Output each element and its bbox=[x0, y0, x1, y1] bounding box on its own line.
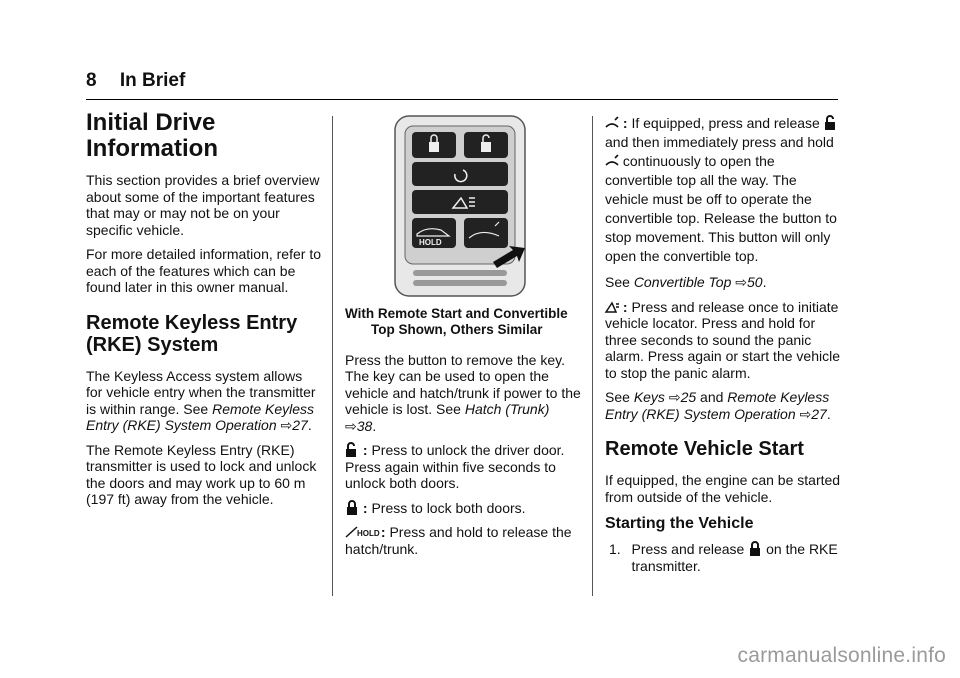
column-1 bbox=[86, 110, 322, 516]
lock-symbol-icon bbox=[345, 501, 359, 515]
step-number: 1. bbox=[609, 541, 621, 557]
page-header bbox=[86, 70, 185, 92]
hatch-text: Press and hold to release the hatch/trunk. bbox=[345, 524, 572, 557]
keys-link[interactable]: Keys bbox=[633, 389, 665, 405]
convertible-top-link[interactable]: Convertible Top bbox=[633, 274, 732, 290]
fob-button-remote-start-icon bbox=[412, 162, 508, 186]
column-3 bbox=[605, 114, 841, 574]
section-title: In Brief bbox=[119, 70, 186, 91]
convertible-text-a: If equipped, press and release bbox=[631, 115, 820, 131]
fob-button-convertible-icon bbox=[464, 218, 508, 248]
lock-symbol-icon bbox=[748, 542, 762, 556]
intro-paragraph-2: For more detailed information, refer to each of the features which can be found later in this owner manual. bbox=[86, 246, 321, 295]
hatch-page-ref[interactable]: 38 bbox=[356, 417, 373, 434]
convertible-page-ref[interactable]: 50 bbox=[746, 274, 763, 290]
see-label: See bbox=[605, 389, 634, 405]
step1-text-b: on the RKE transmitter. bbox=[631, 541, 838, 574]
convertible-text-b: and then immediately press and hold bbox=[605, 134, 834, 150]
rke-operation-link[interactable]: Remote Keyless Entry (RKE) System Operation bbox=[605, 389, 830, 422]
and-label: and bbox=[696, 389, 728, 405]
column-2 bbox=[345, 112, 581, 565]
caption-line-1: With Remote Start and Convertible bbox=[345, 305, 568, 321]
key-fob-illustration bbox=[345, 112, 581, 302]
rke-operation-link[interactable]: Remote Keyless Entry (RKE) System Operation bbox=[86, 400, 315, 433]
locator-paragraph: : Press and release once to initiate vehicle locator. Press and hold for three seconds to sound the panic alarm. Press again or start the vehicle to stop the panic alarm. bbox=[605, 298, 840, 381]
unlock-symbol-icon bbox=[345, 443, 359, 457]
fob-button-hatch-icon bbox=[412, 218, 456, 248]
keys-page-ref[interactable]: 25 bbox=[680, 389, 697, 405]
caption-line-2: Top Shown, Others Similar bbox=[371, 321, 543, 337]
unlock-text: Press to unlock the driver door. Press again within five seconds to unlock both doors. bbox=[345, 442, 565, 491]
column-divider-1 bbox=[332, 116, 333, 596]
page-ref-arrow-icon: ⇨ bbox=[345, 417, 357, 434]
convertible-text-c: continuously to open the convertible top all the way. The vehicle must be off to operate the convertible top. Release the button to stop movement. This button will only open the convertible top. bbox=[605, 153, 837, 264]
fob-button-locator-icon bbox=[412, 190, 508, 214]
page-ref-arrow-icon: ⇨ bbox=[668, 389, 681, 405]
hatch-hold-label: HOLD bbox=[357, 529, 380, 538]
list-item bbox=[605, 541, 841, 574]
step1-text-a: Press and release bbox=[631, 541, 745, 557]
rke-p1-text: The Keyless Access system allows for vehicle entry when the transmitter is within range. See bbox=[86, 367, 316, 417]
figure-caption bbox=[345, 306, 581, 338]
header-rule bbox=[86, 99, 838, 100]
lock-text: Press to lock both doors. bbox=[371, 499, 526, 516]
rke-paragraph-2: The Remote Keyless Entry (RKE) transmitter is used to lock and unlock the doors and may work up to 60 m (197 ft) away from the vehicle. bbox=[86, 441, 317, 507]
rke-paragraph-1: The Keyless Access system allows for vehicle entry when the transmitter is within range. See Remote Keyless Entry (RKE) System Operation ⇨27. bbox=[86, 367, 316, 433]
see-label: See bbox=[605, 274, 634, 290]
step-text bbox=[632, 541, 842, 574]
hatch-hold-symbol-icon bbox=[345, 525, 380, 539]
convertible-see-line: See Convertible Top ⇨50. bbox=[605, 274, 767, 290]
key-release-text: Press the button to remove the key. The key can be used to open the vehicle and hatch/trunk if power to the vehicle is lost. See bbox=[345, 351, 581, 417]
convertible-paragraph: : If equipped, press and release and then immediately press and hold continuously to open the convertible top all the way. The vehicle must be off to operate the convertible top. Release the button to stop movement. This button will only open the convertible top. bbox=[605, 115, 837, 264]
rke-page-ref[interactable]: 27 bbox=[292, 417, 308, 433]
fob-hold-label: HOLD bbox=[419, 238, 442, 247]
page-ref-arrow-icon: ⇨ bbox=[280, 417, 293, 433]
keys-see-line: See Keys ⇨25 and Remote Keyless Entry (RKE) System Operation ⇨27. bbox=[605, 389, 831, 422]
convertible-symbol-icon bbox=[605, 154, 619, 168]
fob-button-lock-icon bbox=[412, 132, 456, 158]
unlock-symbol-icon bbox=[824, 116, 838, 130]
vehicle-locator-symbol-icon bbox=[605, 300, 619, 314]
page-title: Initial Drive Information bbox=[86, 109, 218, 162]
unlock-paragraph: : Press to unlock the driver door. Press again within five seconds to unlock both doors. bbox=[345, 442, 565, 491]
page-number: 8 bbox=[86, 70, 97, 91]
lock-paragraph: : Press to lock both doors. bbox=[345, 500, 581, 517]
starting-vehicle-heading: Starting the Vehicle bbox=[605, 515, 754, 532]
convertible-symbol-icon bbox=[605, 116, 619, 130]
key-release-paragraph: Press the button to remove the key. The key can be used to open the vehicle and hatch/trunk if power to the vehicle is lost. See Hatch (Trunk) ⇨38. bbox=[345, 351, 581, 434]
remote-start-heading: Remote Vehicle Start bbox=[605, 438, 804, 460]
page-ref-arrow-icon: ⇨ bbox=[799, 405, 812, 422]
remote-start-paragraph: If equipped, the engine can be started from outside of the vehicle. bbox=[605, 472, 841, 505]
rke-heading: Remote Keyless Entry (RKE) System bbox=[86, 311, 298, 356]
page-ref-arrow-icon: ⇨ bbox=[735, 274, 747, 290]
hatch-paragraph: HOLD : Press and hold to release the hatch/trunk. bbox=[345, 524, 572, 557]
fob-button-unlock-icon bbox=[464, 132, 508, 158]
watermark: carmanualsonline.info bbox=[737, 644, 946, 667]
hatch-link[interactable]: Hatch (Trunk) bbox=[464, 401, 550, 417]
rke-page-ref[interactable]: 27 bbox=[811, 405, 827, 422]
locator-text: Press and release once to initiate vehicle locator. Press and hold for three seconds to sound the panic alarm. Press again or start the vehicle to stop the panic alarm. bbox=[605, 298, 840, 381]
intro-paragraph-1: This section provides a brief overview about some of the important features that may or may not be on your specific vehicle. bbox=[86, 172, 320, 238]
column-divider-2 bbox=[592, 116, 593, 596]
